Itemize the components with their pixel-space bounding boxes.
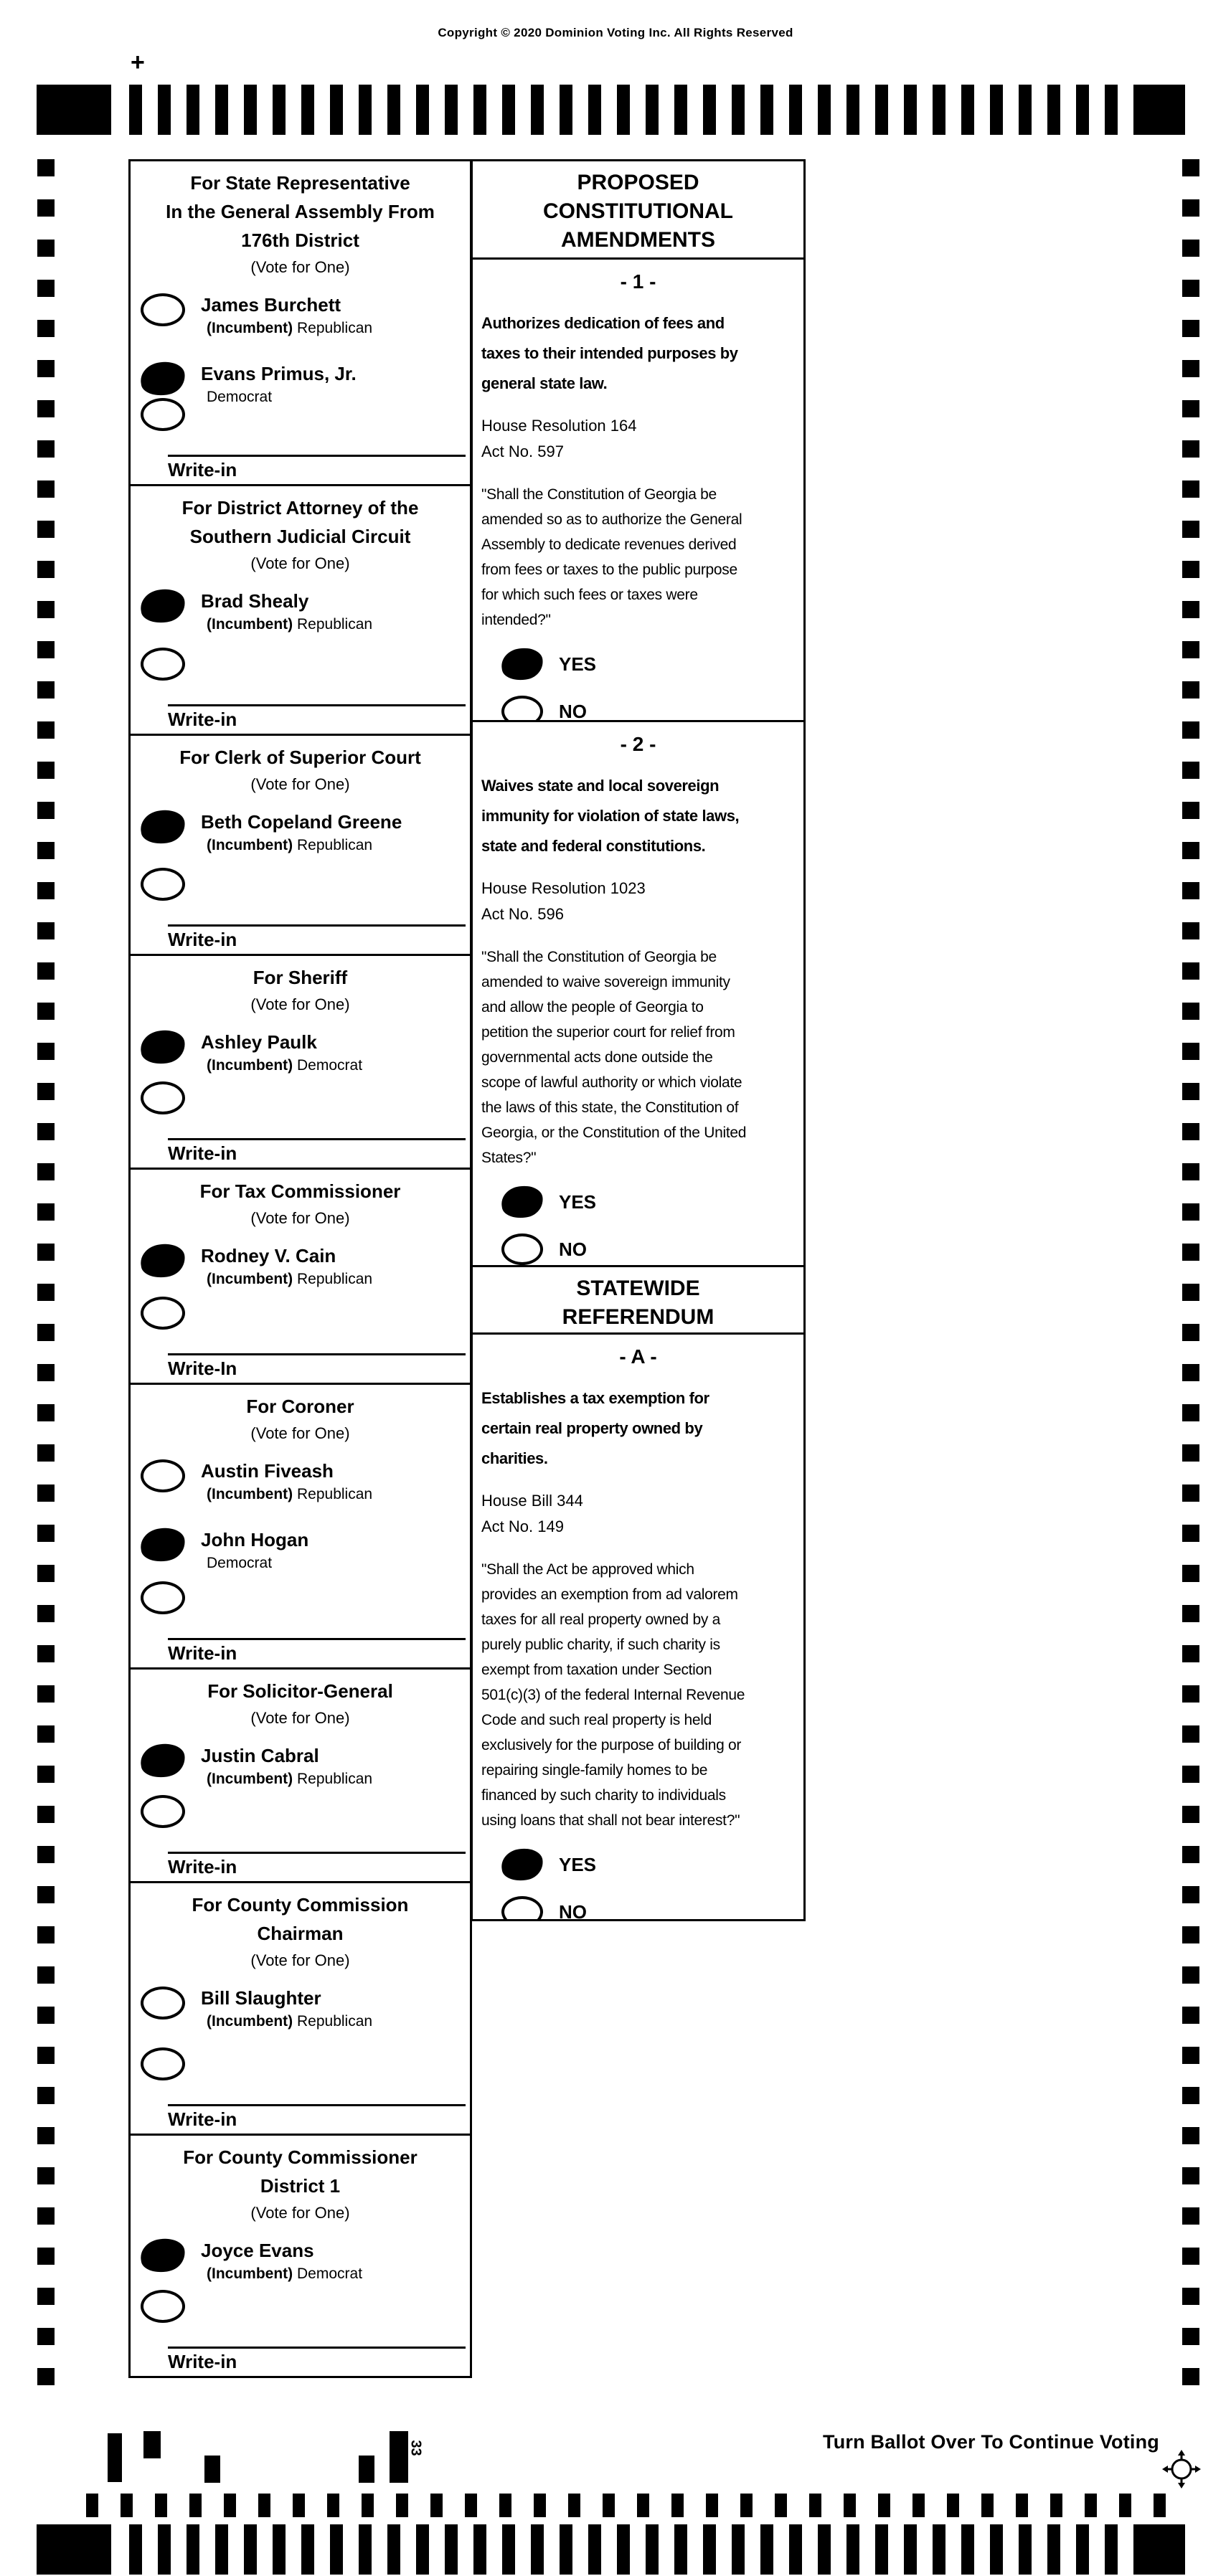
write-in-label: Write-In	[168, 1358, 237, 1379]
candidate-party: (Incumbent) Republican	[207, 1271, 373, 1287]
measure-question-line: using loans that shall not bear interest?"	[481, 1812, 740, 1829]
write-in-area[interactable]	[168, 1138, 466, 1165]
measure-question-line: States?"	[481, 1150, 537, 1166]
no-option	[501, 1233, 795, 1265]
blank-option-oval[interactable]	[141, 868, 185, 901]
incumbent-label: (Incumbent)	[207, 837, 293, 853]
blank-option-oval[interactable]	[141, 648, 185, 681]
no-option	[501, 696, 795, 722]
candidate-text	[201, 1031, 362, 1075]
incumbent-label: (Incumbent)	[207, 2013, 293, 2030]
candidate-option	[141, 810, 470, 855]
contest-box	[131, 486, 470, 736]
blank-option-oval[interactable]	[141, 1795, 185, 1828]
candidate-text	[201, 589, 372, 634]
contest-title-line: In the General Assembly From	[166, 201, 435, 222]
contest-title-line: Southern Judicial Circuit	[189, 526, 411, 547]
write-in-area[interactable]	[168, 455, 466, 481]
barcode-bar	[390, 2431, 408, 2483]
measure-question	[481, 1557, 795, 1833]
contest-title-line: For State Representative	[190, 172, 410, 194]
measure-question-line: taxes for all real property owned by a	[481, 1611, 720, 1628]
timing-block-left	[37, 2524, 111, 2575]
yes-label: YES	[559, 653, 597, 675]
contest-box	[131, 1385, 470, 1670]
timing-bars	[129, 2524, 1169, 2575]
candidate-oval[interactable]	[141, 1459, 185, 1492]
section-header-box	[471, 159, 806, 260]
timing-block-right	[1143, 85, 1185, 135]
candidate-option	[141, 1031, 470, 1075]
section-header-line: AMENDMENTS	[561, 228, 715, 252]
yes-oval[interactable]	[499, 1183, 545, 1221]
vote-instruction: (Vote for One)	[250, 1709, 350, 1727]
measure-summary-line: Waives state and local sovereign	[481, 777, 720, 795]
measure-number: - A -	[619, 1345, 657, 1368]
measure-question-line: the laws of this state, the Constitution of	[481, 1099, 739, 1116]
marked-oval[interactable]	[138, 1525, 187, 1564]
measure-question-line: scope of lawful authority or which violate	[481, 1074, 742, 1091]
measure-question-line: provides an exemption from ad valorem	[481, 1586, 738, 1603]
measure-references	[481, 1488, 795, 1540]
candidate-text	[201, 1459, 372, 1504]
measure-question-line: exempt from taxation under Section	[481, 1662, 712, 1678]
contest-title-line: For County Commission	[192, 1894, 409, 1916]
measure-references	[481, 413, 795, 465]
measure-reference-line: Act No. 149	[481, 1517, 564, 1535]
candidate-name: Joyce Evans	[201, 2240, 314, 2261]
measure-number: - 2 -	[620, 733, 656, 755]
section-header-box	[471, 1265, 806, 1335]
vote-instruction: (Vote for One)	[250, 1424, 350, 1442]
incumbent-label: (Incumbent)	[207, 1771, 293, 1787]
measure-reference-line: House Bill 344	[481, 1492, 583, 1510]
candidate-option	[141, 1244, 470, 1289]
measure-reference-line: House Resolution 164	[481, 417, 637, 435]
turn-ballot-over-text: Turn Ballot Over To Continue Voting	[823, 2431, 1159, 2453]
write-in-area[interactable]	[168, 1638, 466, 1665]
timing-marks-right-edge	[1182, 159, 1199, 2398]
section-header-line: STATEWIDE	[576, 1277, 700, 1300]
candidate-option	[141, 1987, 470, 2031]
incumbent-label: (Incumbent)	[207, 320, 293, 336]
measure-question-line: from fees or taxes to the public purpose	[481, 562, 737, 578]
contest-title-line: For Clerk of Superior Court	[179, 747, 421, 768]
measure-reference-line: Act No. 596	[481, 905, 564, 923]
candidate-name: John Hogan	[201, 1529, 309, 1550]
vote-instruction: (Vote for One)	[250, 775, 350, 793]
contest-box	[131, 956, 470, 1170]
contest-box	[131, 736, 470, 956]
marked-oval[interactable]	[138, 1741, 187, 1780]
measure-summary-line: charities.	[481, 1449, 548, 1467]
candidate-text	[201, 362, 357, 407]
timing-marks-left-edge	[37, 159, 55, 2398]
candidate-name: Brad Shealy	[201, 590, 309, 612]
measure-question-line: intended?"	[481, 612, 551, 628]
contest-title-line: For Solicitor-General	[207, 1680, 393, 1702]
yes-label: YES	[559, 1190, 597, 1213]
marked-oval[interactable]	[138, 359, 187, 398]
candidate-name: Rodney V. Cain	[201, 1245, 336, 1266]
measure-question-line: repairing single-family homes to be	[481, 1762, 708, 1779]
marked-oval[interactable]	[138, 587, 187, 625]
marked-oval[interactable]	[138, 808, 187, 846]
measure-box	[471, 720, 806, 1267]
candidate-option	[141, 293, 470, 338]
contest-title-line: For District Attorney of the	[181, 497, 419, 518]
contest-title-line: For County Commissioner	[183, 2146, 418, 2168]
candidate-text	[201, 1244, 372, 1289]
marked-oval[interactable]	[138, 1028, 187, 1066]
blank-option-oval[interactable]	[141, 1081, 185, 1114]
contest-title	[131, 169, 470, 255]
timing-block-right	[1143, 2524, 1185, 2575]
write-in-label: Write-in	[168, 2108, 237, 2130]
blank-option-oval[interactable]	[141, 2047, 185, 2080]
vote-instruction: (Vote for One)	[250, 995, 350, 1013]
measure-question-line: exclusively for the purpose of building or	[481, 1737, 742, 1753]
write-in-label: Write-in	[168, 709, 237, 730]
contest-title	[131, 1677, 470, 1705]
timing-bars	[129, 85, 1169, 135]
barcode-bar	[143, 2431, 161, 2458]
candidate-option	[141, 2239, 470, 2283]
candidate-party: (Incumbent) Republican	[207, 2013, 373, 2030]
measure-number: - 1 -	[620, 270, 656, 293]
measure-question-line: financed by such charity to individuals	[481, 1787, 726, 1804]
measure-question-line: Georgia, or the Constitution of the United	[481, 1124, 747, 1141]
write-in-label: Write-in	[168, 929, 237, 950]
incumbent-label: (Incumbent)	[207, 2265, 293, 2282]
incumbent-label: (Incumbent)	[207, 616, 293, 633]
candidate-party: (Incumbent) Republican	[207, 320, 373, 336]
measures-column	[471, 159, 806, 1921]
no-oval[interactable]	[501, 696, 543, 722]
measure-question-line: Assembly to dedicate revenues derived	[481, 536, 737, 553]
candidate-text	[201, 2239, 362, 2283]
measure-summary	[481, 1383, 795, 1474]
contest-title-line: Chairman	[257, 1923, 344, 1944]
candidate-option	[141, 589, 470, 634]
candidate-party: (Incumbent) Republican	[207, 1486, 373, 1502]
write-in-area[interactable]	[168, 924, 466, 951]
write-in-area[interactable]	[168, 1353, 466, 1380]
timing-block-left	[37, 85, 111, 135]
no-label: NO	[559, 1238, 587, 1260]
candidate-option	[141, 1744, 470, 1789]
vote-instruction: (Vote for One)	[250, 258, 350, 276]
measure-question-line: amended to waive sovereign immunity	[481, 974, 730, 990]
no-oval[interactable]	[501, 1233, 543, 1265]
incumbent-label: (Incumbent)	[207, 1486, 293, 1502]
measure-question-line: purely public charity, if such charity is	[481, 1637, 720, 1653]
candidate-name: Bill Slaughter	[201, 1987, 321, 2009]
yes-option	[501, 648, 795, 680]
marked-oval[interactable]	[138, 2236, 187, 2275]
candidate-text	[201, 810, 402, 855]
candidate-name: Beth Copeland Greene	[201, 811, 402, 833]
yes-oval[interactable]	[499, 1846, 545, 1883]
measure-summary	[481, 771, 795, 861]
marked-oval[interactable]	[138, 1241, 187, 1280]
write-in-label: Write-in	[168, 2351, 237, 2372]
contest-title	[131, 493, 470, 551]
vote-instruction: (Vote for One)	[250, 2204, 350, 2222]
contests-column	[128, 159, 472, 2378]
blank-option-oval[interactable]	[141, 1297, 185, 1330]
blank-option-oval[interactable]	[141, 1581, 185, 1614]
candidate-text	[201, 1987, 372, 2031]
barcode-bar	[108, 2433, 122, 2482]
measure-summary-line: state and federal constitutions.	[481, 837, 706, 855]
barcode-bar	[359, 2456, 374, 2483]
measure-summary-line: taxes to their intended purposes by	[481, 344, 738, 362]
contest-box	[131, 161, 470, 486]
yes-label: YES	[559, 1853, 597, 1875]
no-label: NO	[559, 700, 587, 722]
candidate-party: (Incumbent) Democrat	[207, 1057, 363, 1074]
candidate-party: (Incumbent) Republican	[207, 1771, 373, 1787]
write-in-label: Write-in	[168, 1142, 237, 1164]
measure-question-line: "Shall the Act be approved which	[481, 1561, 694, 1578]
section-header-line: PROPOSED	[577, 171, 699, 194]
contest-title-line: 176th District	[241, 229, 359, 251]
measure-question-line: and allow the people of Georgia to	[481, 999, 704, 1015]
candidate-text	[201, 293, 372, 338]
candidate-oval[interactable]	[141, 1987, 185, 2019]
incumbent-label: (Incumbent)	[207, 1057, 293, 1074]
contest-title-line: For Coroner	[246, 1396, 354, 1417]
measure-box	[471, 257, 806, 722]
no-label: NO	[559, 1900, 587, 1921]
contest-title	[131, 2143, 470, 2200]
contest-title-line: For Sheriff	[253, 967, 348, 988]
candidate-party: (Incumbent) Republican	[207, 616, 373, 633]
blank-option-oval[interactable]	[141, 2290, 185, 2323]
contest-title-line: District 1	[260, 2175, 341, 2197]
measure-summary-line: general state law.	[481, 374, 608, 392]
measure-summary-line: immunity for violation of state laws,	[481, 807, 740, 825]
contest-title	[131, 1392, 470, 1421]
contest-box	[131, 1670, 470, 1883]
crosshair-registration-icon	[1162, 2450, 1201, 2489]
vote-instruction: (Vote for One)	[250, 554, 350, 572]
vote-instruction: (Vote for One)	[250, 1209, 350, 1227]
candidate-party: Democrat	[207, 1555, 273, 1571]
candidate-party: (Incumbent) Republican	[207, 837, 373, 853]
measure-reference-line: Act No. 597	[481, 442, 564, 460]
yes-option	[501, 1849, 795, 1880]
candidate-option	[141, 1459, 470, 1504]
measure-references	[481, 876, 795, 927]
measure-reference-line: House Resolution 1023	[481, 879, 646, 897]
contest-box	[131, 1883, 470, 2136]
candidate-option	[141, 362, 470, 407]
candidate-name: Evans Primus, Jr.	[201, 363, 357, 384]
candidate-name: James Burchett	[201, 294, 341, 316]
measure-question-line: 501(c)(3) of the federal Internal Revenue	[481, 1687, 745, 1703]
no-option	[501, 1896, 795, 1921]
write-in-area[interactable]	[168, 704, 466, 731]
contest-box	[131, 2136, 470, 2376]
measure-summary	[481, 308, 795, 399]
section-header-line: REFERENDUM	[562, 1305, 714, 1329]
candidate-name: Justin Cabral	[201, 1745, 319, 1766]
measure-summary-line: Establishes a tax exemption for	[481, 1389, 709, 1407]
measure-question-line: "Shall the Constitution of Georgia be	[481, 486, 717, 503]
measure-question-line: petition the superior court for relief from	[481, 1024, 735, 1041]
candidate-option	[141, 1528, 470, 1573]
measure-question-line: Code and such real property is held	[481, 1712, 712, 1728]
candidate-text	[201, 1528, 308, 1573]
contest-title-line: For Tax Commissioner	[199, 1180, 401, 1202]
write-in-label: Write-in	[168, 1856, 237, 1877]
candidate-name: Austin Fiveash	[201, 1460, 334, 1482]
vote-instruction: (Vote for One)	[250, 1951, 350, 1969]
contest-title	[131, 743, 470, 772]
copyright-text: Copyright © 2020 Dominion Voting Inc. All Rights Reserved	[438, 26, 793, 39]
yes-oval[interactable]	[499, 645, 545, 683]
candidate-party: (Incumbent) Democrat	[207, 2265, 363, 2282]
measure-question-line: "Shall the Constitution of Georgia be	[481, 949, 717, 965]
section-header	[481, 161, 795, 255]
write-in-label: Write-in	[168, 1642, 237, 1664]
no-oval[interactable]	[501, 1896, 543, 1921]
contest-title	[131, 963, 470, 992]
measure-box	[471, 1332, 806, 1921]
measure-question-line: for which such fees or taxes were	[481, 587, 698, 603]
yes-option	[501, 1186, 795, 1218]
measure-summary-line: Authorizes dedication of fees and	[481, 314, 725, 332]
section-header-line: CONSTITUTIONAL	[543, 199, 733, 223]
contest-title	[131, 1890, 470, 1948]
candidate-oval[interactable]	[141, 293, 185, 326]
write-in-area[interactable]	[168, 2104, 466, 2131]
blank-option-oval[interactable]	[141, 398, 185, 431]
incumbent-label: (Incumbent)	[207, 1271, 293, 1287]
candidate-name: Ashley Paulk	[201, 1031, 317, 1053]
contest-title	[131, 1177, 470, 1206]
candidate-text	[201, 1744, 372, 1789]
measure-question	[481, 482, 795, 633]
barcode-bar	[204, 2456, 220, 2483]
measure-question-line: amended so as to authorize the General	[481, 511, 742, 528]
registration-plus-mark: +	[131, 49, 145, 76]
write-in-label: Write-in	[168, 459, 237, 480]
barcode-label: 33	[407, 2440, 424, 2456]
write-in-area[interactable]	[168, 1852, 466, 1878]
contest-box	[131, 1170, 470, 1385]
candidate-party: Democrat	[207, 389, 273, 405]
timing-marks-row	[86, 2494, 1176, 2517]
measure-question	[481, 944, 795, 1170]
write-in-area[interactable]	[168, 2347, 466, 2373]
section-header	[481, 1267, 795, 1332]
measure-summary-line: certain real property owned by	[481, 1419, 703, 1437]
measure-question-line: governmental acts done outside the	[481, 1049, 713, 1066]
